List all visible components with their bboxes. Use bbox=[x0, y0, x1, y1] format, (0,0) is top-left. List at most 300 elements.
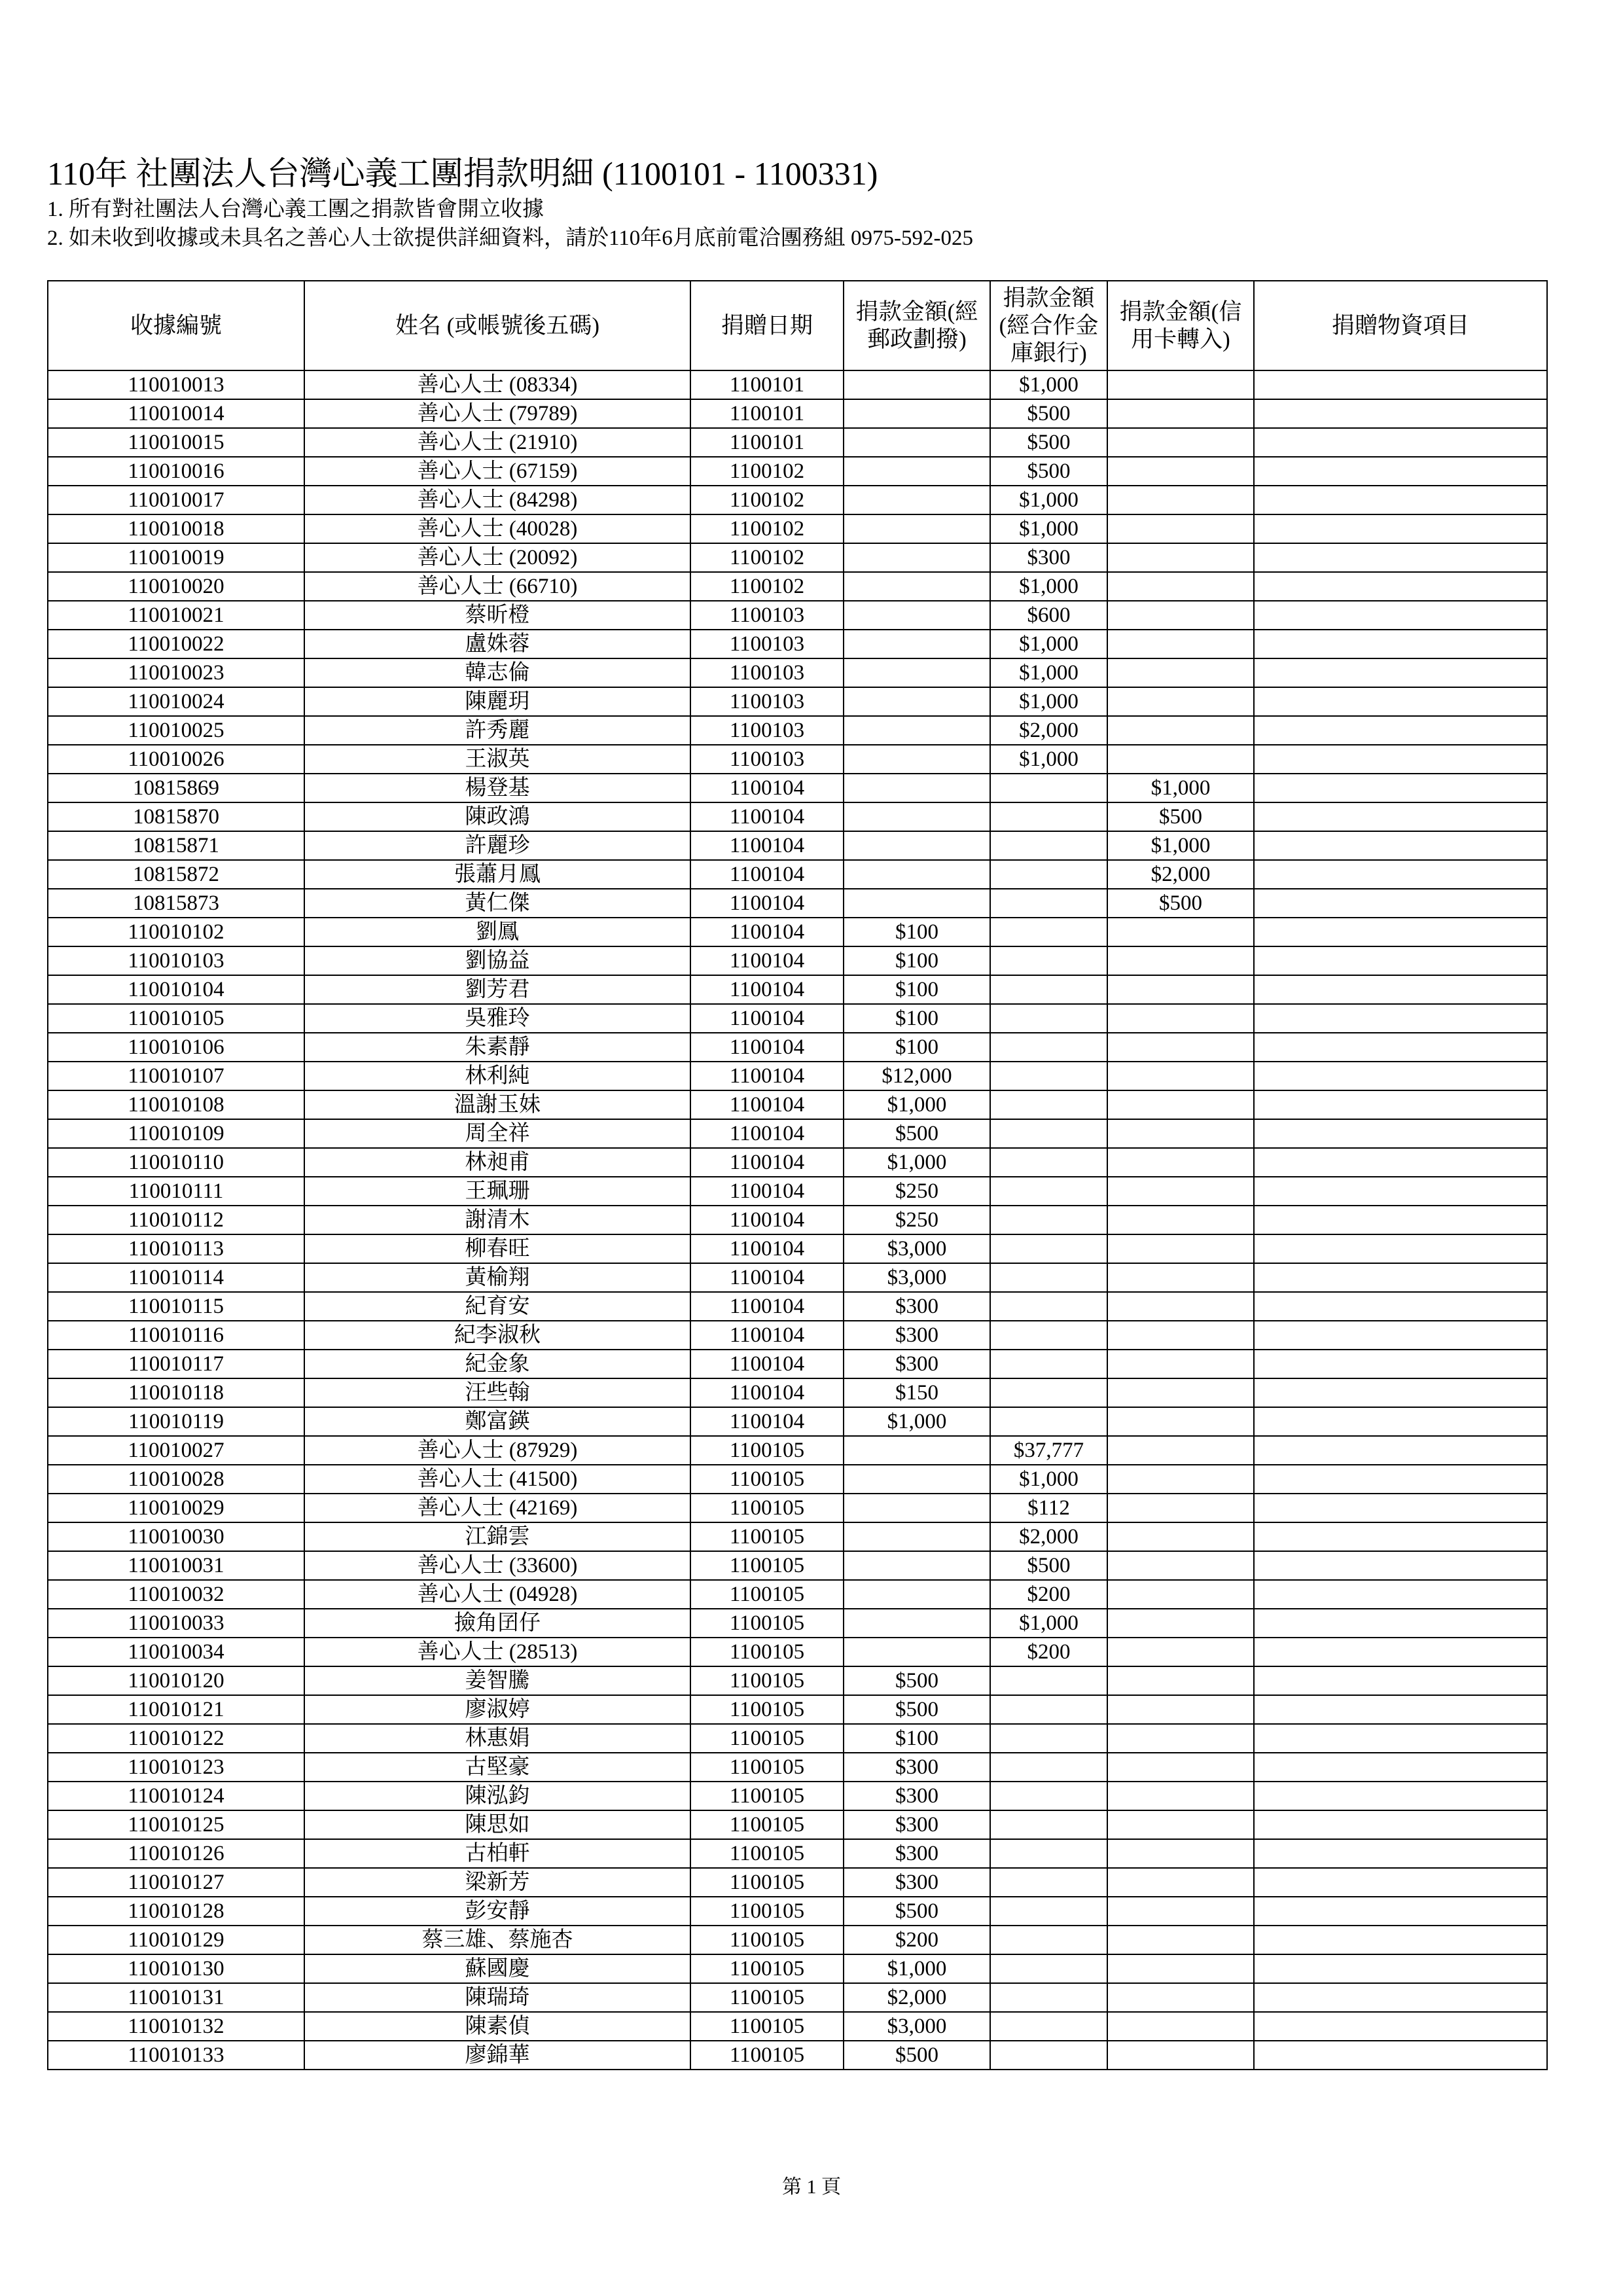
postal-amount-cell: $2,000 bbox=[844, 1983, 990, 2012]
name-cell: 善心人士 (28513) bbox=[304, 1638, 690, 1666]
date-cell: 1100104 bbox=[690, 1177, 844, 1206]
receipt-number-cell: 110010127 bbox=[48, 1868, 304, 1897]
receipt-number-cell: 110010026 bbox=[48, 745, 304, 774]
date-cell: 1100105 bbox=[690, 1436, 844, 1465]
credit-card-amount-cell bbox=[1107, 1090, 1254, 1119]
note-receipt: 1. 所有對社團法人台灣心義工團之捐款皆會開立收據 bbox=[47, 198, 544, 221]
date-cell: 1100104 bbox=[690, 1321, 844, 1350]
credit-card-amount-cell bbox=[1107, 1033, 1254, 1062]
date-cell: 1100101 bbox=[690, 428, 844, 457]
name-cell: 紀育安 bbox=[304, 1292, 690, 1321]
date-cell: 1100104 bbox=[690, 860, 844, 889]
receipt-number-cell: 110010024 bbox=[48, 687, 304, 716]
credit-card-amount-cell bbox=[1107, 658, 1254, 687]
receipt-number-cell: 110010030 bbox=[48, 1522, 304, 1551]
receipt-number-cell: 110010125 bbox=[48, 1810, 304, 1839]
date-cell: 1100103 bbox=[690, 745, 844, 774]
credit-card-amount-cell bbox=[1107, 1234, 1254, 1263]
date-cell: 1100105 bbox=[690, 1782, 844, 1810]
table-row bbox=[48, 543, 1547, 572]
bank-amount-cell: $1,000 bbox=[990, 1465, 1107, 1494]
postal-amount-cell bbox=[844, 831, 990, 860]
postal-amount-cell bbox=[844, 486, 990, 514]
table-row bbox=[48, 1494, 1547, 1522]
postal-amount-cell: $200 bbox=[844, 1926, 990, 1954]
bank-amount-cell bbox=[990, 975, 1107, 1004]
postal-amount-cell: $300 bbox=[844, 1350, 990, 1378]
credit-card-amount-cell bbox=[1107, 486, 1254, 514]
table-row bbox=[48, 1321, 1547, 1350]
bank-amount-cell bbox=[990, 1263, 1107, 1292]
postal-amount-cell: $300 bbox=[844, 1292, 990, 1321]
table-row bbox=[48, 1522, 1547, 1551]
receipt-number-cell: 110010015 bbox=[48, 428, 304, 457]
bank-amount-cell: $500 bbox=[990, 1551, 1107, 1580]
credit-card-amount-cell bbox=[1107, 457, 1254, 486]
table-row bbox=[48, 687, 1547, 716]
name-cell: 黃仁傑 bbox=[304, 889, 690, 918]
name-cell: 王珮珊 bbox=[304, 1177, 690, 1206]
donated-items-cell bbox=[1254, 1810, 1547, 1839]
date-cell: 1100103 bbox=[690, 630, 844, 658]
date-cell: 1100103 bbox=[690, 716, 844, 745]
receipt-number-cell: 110010118 bbox=[48, 1378, 304, 1407]
date-cell: 1100104 bbox=[690, 831, 844, 860]
receipt-number-cell: 110010121 bbox=[48, 1695, 304, 1724]
bank-amount-cell bbox=[990, 918, 1107, 946]
donated-items-cell bbox=[1254, 1695, 1547, 1724]
postal-amount-cell bbox=[844, 1436, 990, 1465]
name-cell: 善心人士 (79789) bbox=[304, 399, 690, 428]
credit-card-amount-cell: $2,000 bbox=[1107, 860, 1254, 889]
table-row bbox=[48, 1695, 1547, 1724]
donated-items-cell bbox=[1254, 1983, 1547, 2012]
date-cell: 1100105 bbox=[690, 1580, 844, 1609]
postal-amount-cell: $12,000 bbox=[844, 1062, 990, 1090]
donated-items-cell bbox=[1254, 1292, 1547, 1321]
receipt-number-cell: 110010116 bbox=[48, 1321, 304, 1350]
date-cell: 1100105 bbox=[690, 2041, 844, 2070]
table-row bbox=[48, 745, 1547, 774]
credit-card-amount-cell bbox=[1107, 1724, 1254, 1753]
credit-card-amount-cell bbox=[1107, 1868, 1254, 1897]
donated-items-cell bbox=[1254, 1609, 1547, 1638]
postal-amount-cell: $1,000 bbox=[844, 1148, 990, 1177]
postal-amount-cell: $500 bbox=[844, 2041, 990, 2070]
donated-items-cell bbox=[1254, 1724, 1547, 1753]
page-title: 110年 社團法人台灣心義工團捐款明細 (1100101 - 1100331) bbox=[47, 155, 878, 192]
name-cell: 林昶甫 bbox=[304, 1148, 690, 1177]
table-row bbox=[48, 946, 1547, 975]
name-cell: 謝清木 bbox=[304, 1206, 690, 1234]
credit-card-amount-cell bbox=[1107, 630, 1254, 658]
credit-card-amount-cell bbox=[1107, 1695, 1254, 1724]
bank-amount-cell bbox=[990, 1666, 1107, 1695]
table-row bbox=[48, 658, 1547, 687]
postal-amount-cell bbox=[844, 601, 990, 630]
postal-amount-cell bbox=[844, 1609, 990, 1638]
name-cell: 陳素偵 bbox=[304, 2012, 690, 2041]
credit-card-amount-cell bbox=[1107, 1465, 1254, 1494]
receipt-number-cell: 110010014 bbox=[48, 399, 304, 428]
table-row bbox=[48, 1954, 1547, 1983]
postal-amount-cell bbox=[844, 860, 990, 889]
donated-items-cell bbox=[1254, 1234, 1547, 1263]
donated-items-cell bbox=[1254, 1839, 1547, 1868]
bank-amount-cell bbox=[990, 1897, 1107, 1926]
date-cell: 1100105 bbox=[690, 1551, 844, 1580]
date-cell: 1100104 bbox=[690, 1292, 844, 1321]
donated-items-cell bbox=[1254, 486, 1547, 514]
credit-card-amount-cell bbox=[1107, 399, 1254, 428]
postal-amount-cell bbox=[844, 889, 990, 918]
table-row bbox=[48, 860, 1547, 889]
donated-items-cell bbox=[1254, 745, 1547, 774]
date-cell: 1100103 bbox=[690, 601, 844, 630]
date-cell: 1100104 bbox=[690, 889, 844, 918]
donated-items-cell bbox=[1254, 1638, 1547, 1666]
donated-items-cell bbox=[1254, 716, 1547, 745]
postal-amount-cell: $300 bbox=[844, 1321, 990, 1350]
bank-amount-cell: $1,000 bbox=[990, 1609, 1107, 1638]
receipt-number-cell: 110010103 bbox=[48, 946, 304, 975]
date-cell: 1100104 bbox=[690, 1062, 844, 1090]
donated-items-cell bbox=[1254, 1522, 1547, 1551]
bank-amount-cell bbox=[990, 1090, 1107, 1119]
credit-card-amount-cell bbox=[1107, 572, 1254, 601]
table-row bbox=[48, 1897, 1547, 1926]
donated-items-cell bbox=[1254, 601, 1547, 630]
bank-amount-cell: $1,000 bbox=[990, 630, 1107, 658]
table-row bbox=[48, 1638, 1547, 1666]
date-cell: 1100101 bbox=[690, 399, 844, 428]
receipt-number-cell: 110010023 bbox=[48, 658, 304, 687]
receipt-number-cell: 110010122 bbox=[48, 1724, 304, 1753]
table-row bbox=[48, 716, 1547, 745]
date-cell: 1100103 bbox=[690, 658, 844, 687]
donated-items-cell bbox=[1254, 1551, 1547, 1580]
name-cell: 陳瑞琦 bbox=[304, 1983, 690, 2012]
donated-items-cell bbox=[1254, 658, 1547, 687]
name-cell: 韓志倫 bbox=[304, 658, 690, 687]
postal-amount-cell bbox=[844, 716, 990, 745]
postal-amount-cell bbox=[844, 1522, 990, 1551]
date-cell: 1100104 bbox=[690, 1004, 844, 1033]
table-row bbox=[48, 1810, 1547, 1839]
donated-items-cell bbox=[1254, 1321, 1547, 1350]
date-cell: 1100104 bbox=[690, 946, 844, 975]
bank-amount-cell bbox=[990, 1810, 1107, 1839]
column-header-postal-amount: 捐款金額(經郵政劃撥) bbox=[844, 281, 990, 370]
table-row bbox=[48, 1062, 1547, 1090]
donated-items-cell bbox=[1254, 802, 1547, 831]
date-cell: 1100105 bbox=[690, 1868, 844, 1897]
donated-items-cell bbox=[1254, 1033, 1547, 1062]
bank-amount-cell bbox=[990, 1148, 1107, 1177]
name-cell: 張蕭月鳳 bbox=[304, 860, 690, 889]
donated-items-cell bbox=[1254, 860, 1547, 889]
table-row bbox=[48, 457, 1547, 486]
bank-amount-cell bbox=[990, 1407, 1107, 1436]
receipt-number-cell: 110010131 bbox=[48, 1983, 304, 2012]
donated-items-cell bbox=[1254, 1004, 1547, 1033]
table-row bbox=[48, 1292, 1547, 1321]
bank-amount-cell bbox=[990, 1062, 1107, 1090]
bank-amount-cell bbox=[990, 1292, 1107, 1321]
bank-amount-cell bbox=[990, 831, 1107, 860]
bank-amount-cell: $500 bbox=[990, 399, 1107, 428]
table-row bbox=[48, 1090, 1547, 1119]
receipt-number-cell: 110010016 bbox=[48, 457, 304, 486]
receipt-number-cell: 110010119 bbox=[48, 1407, 304, 1436]
postal-amount-cell: $500 bbox=[844, 1666, 990, 1695]
name-cell: 善心人士 (67159) bbox=[304, 457, 690, 486]
receipt-number-cell: 110010032 bbox=[48, 1580, 304, 1609]
date-cell: 1100104 bbox=[690, 975, 844, 1004]
bank-amount-cell bbox=[990, 1954, 1107, 1983]
credit-card-amount-cell bbox=[1107, 1580, 1254, 1609]
table-row bbox=[48, 1580, 1547, 1609]
donated-items-cell bbox=[1254, 975, 1547, 1004]
date-cell: 1100102 bbox=[690, 543, 844, 572]
receipt-number-cell: 110010025 bbox=[48, 716, 304, 745]
header-row bbox=[48, 281, 1547, 370]
credit-card-amount-cell bbox=[1107, 1666, 1254, 1695]
donated-items-cell bbox=[1254, 399, 1547, 428]
receipt-number-cell: 110010107 bbox=[48, 1062, 304, 1090]
table-row bbox=[48, 486, 1547, 514]
receipt-number-cell: 10815871 bbox=[48, 831, 304, 860]
date-cell: 1100105 bbox=[690, 1810, 844, 1839]
donated-items-cell bbox=[1254, 1090, 1547, 1119]
date-cell: 1100105 bbox=[690, 1839, 844, 1868]
name-cell: 姜智騰 bbox=[304, 1666, 690, 1695]
date-cell: 1100102 bbox=[690, 486, 844, 514]
postal-amount-cell: $100 bbox=[844, 1004, 990, 1033]
table-row bbox=[48, 1004, 1547, 1033]
name-cell: 林利純 bbox=[304, 1062, 690, 1090]
name-cell: 彭安靜 bbox=[304, 1897, 690, 1926]
receipt-number-cell: 110010106 bbox=[48, 1033, 304, 1062]
postal-amount-cell bbox=[844, 774, 990, 802]
postal-amount-cell: $500 bbox=[844, 1695, 990, 1724]
receipt-number-cell: 110010105 bbox=[48, 1004, 304, 1033]
donated-items-cell bbox=[1254, 831, 1547, 860]
donated-items-cell bbox=[1254, 1666, 1547, 1695]
name-cell: 劉協益 bbox=[304, 946, 690, 975]
table-body bbox=[48, 370, 1547, 2070]
bank-amount-cell: $1,000 bbox=[990, 572, 1107, 601]
column-header-date: 捐贈日期 bbox=[690, 281, 844, 370]
postal-amount-cell bbox=[844, 399, 990, 428]
name-cell: 撿角囝仔 bbox=[304, 1609, 690, 1638]
bank-amount-cell: $300 bbox=[990, 543, 1107, 572]
credit-card-amount-cell bbox=[1107, 2041, 1254, 2070]
bank-amount-cell: $200 bbox=[990, 1580, 1107, 1609]
credit-card-amount-cell bbox=[1107, 1638, 1254, 1666]
date-cell: 1100104 bbox=[690, 1148, 844, 1177]
name-cell: 善心人士 (66710) bbox=[304, 572, 690, 601]
table-row bbox=[48, 1724, 1547, 1753]
table-row bbox=[48, 1407, 1547, 1436]
name-cell: 吳雅玲 bbox=[304, 1004, 690, 1033]
receipt-number-cell: 10815869 bbox=[48, 774, 304, 802]
name-cell: 江錦雲 bbox=[304, 1522, 690, 1551]
postal-amount-cell: $300 bbox=[844, 1782, 990, 1810]
table-row bbox=[48, 514, 1547, 543]
bank-amount-cell bbox=[990, 1753, 1107, 1782]
bank-amount-cell bbox=[990, 946, 1107, 975]
date-cell: 1100104 bbox=[690, 1033, 844, 1062]
donated-items-cell bbox=[1254, 2012, 1547, 2041]
credit-card-amount-cell: $1,000 bbox=[1107, 831, 1254, 860]
credit-card-amount-cell bbox=[1107, 543, 1254, 572]
credit-card-amount-cell bbox=[1107, 1378, 1254, 1407]
bank-amount-cell: $37,777 bbox=[990, 1436, 1107, 1465]
bank-amount-cell bbox=[990, 1782, 1107, 1810]
date-cell: 1100102 bbox=[690, 457, 844, 486]
bank-amount-cell bbox=[990, 1983, 1107, 2012]
table-row bbox=[48, 1839, 1547, 1868]
donated-items-cell bbox=[1254, 1378, 1547, 1407]
table-row bbox=[48, 1263, 1547, 1292]
date-cell: 1100105 bbox=[690, 1724, 844, 1753]
donated-items-cell bbox=[1254, 1580, 1547, 1609]
receipt-number-cell: 110010130 bbox=[48, 1954, 304, 1983]
date-cell: 1100104 bbox=[690, 802, 844, 831]
postal-amount-cell: $150 bbox=[844, 1378, 990, 1407]
date-cell: 1100105 bbox=[690, 1465, 844, 1494]
date-cell: 1100105 bbox=[690, 1695, 844, 1724]
name-cell: 劉鳳 bbox=[304, 918, 690, 946]
receipt-number-cell: 110010033 bbox=[48, 1609, 304, 1638]
credit-card-amount-cell bbox=[1107, 1177, 1254, 1206]
postal-amount-cell bbox=[844, 1465, 990, 1494]
date-cell: 1100104 bbox=[690, 1350, 844, 1378]
table-row bbox=[48, 1350, 1547, 1378]
postal-amount-cell bbox=[844, 1580, 990, 1609]
receipt-number-cell: 110010132 bbox=[48, 2012, 304, 2041]
date-cell: 1100103 bbox=[690, 687, 844, 716]
postal-amount-cell: $250 bbox=[844, 1177, 990, 1206]
credit-card-amount-cell: $1,000 bbox=[1107, 774, 1254, 802]
receipt-number-cell: 110010017 bbox=[48, 486, 304, 514]
date-cell: 1100105 bbox=[690, 2012, 844, 2041]
donated-items-cell bbox=[1254, 1436, 1547, 1465]
bank-amount-cell bbox=[990, 1926, 1107, 1954]
bank-amount-cell: $2,000 bbox=[990, 1522, 1107, 1551]
credit-card-amount-cell: $500 bbox=[1107, 889, 1254, 918]
bank-amount-cell bbox=[990, 1724, 1107, 1753]
credit-card-amount-cell bbox=[1107, 1897, 1254, 1926]
name-cell: 柳春旺 bbox=[304, 1234, 690, 1263]
donated-items-cell bbox=[1254, 1062, 1547, 1090]
donated-items-cell bbox=[1254, 572, 1547, 601]
credit-card-amount-cell bbox=[1107, 1350, 1254, 1378]
bank-amount-cell bbox=[990, 1378, 1107, 1407]
table-row bbox=[48, 1868, 1547, 1897]
table-row bbox=[48, 1666, 1547, 1695]
receipt-number-cell: 110010104 bbox=[48, 975, 304, 1004]
credit-card-amount-cell bbox=[1107, 601, 1254, 630]
postal-amount-cell bbox=[844, 1494, 990, 1522]
receipt-number-cell: 110010021 bbox=[48, 601, 304, 630]
postal-amount-cell: $500 bbox=[844, 1119, 990, 1148]
name-cell: 善心人士 (21910) bbox=[304, 428, 690, 457]
name-cell: 善心人士 (40028) bbox=[304, 514, 690, 543]
table-row bbox=[48, 399, 1547, 428]
name-cell: 善心人士 (04928) bbox=[304, 1580, 690, 1609]
donated-items-cell bbox=[1254, 1119, 1547, 1148]
postal-amount-cell: $100 bbox=[844, 975, 990, 1004]
credit-card-amount-cell bbox=[1107, 1810, 1254, 1839]
credit-card-amount-cell bbox=[1107, 1782, 1254, 1810]
receipt-number-cell: 10815873 bbox=[48, 889, 304, 918]
credit-card-amount-cell bbox=[1107, 1522, 1254, 1551]
postal-amount-cell bbox=[844, 1638, 990, 1666]
name-cell: 善心人士 (33600) bbox=[304, 1551, 690, 1580]
credit-card-amount-cell bbox=[1107, 1983, 1254, 2012]
receipt-number-cell: 110010108 bbox=[48, 1090, 304, 1119]
bank-amount-cell bbox=[990, 1839, 1107, 1868]
receipt-number-cell: 110010133 bbox=[48, 2041, 304, 2070]
bank-amount-cell bbox=[990, 1234, 1107, 1263]
credit-card-amount-cell bbox=[1107, 1609, 1254, 1638]
table-row bbox=[48, 1782, 1547, 1810]
name-cell: 善心人士 (42169) bbox=[304, 1494, 690, 1522]
bank-amount-cell bbox=[990, 2041, 1107, 2070]
donated-items-cell bbox=[1254, 1263, 1547, 1292]
date-cell: 1100102 bbox=[690, 572, 844, 601]
bank-amount-cell: $1,000 bbox=[990, 370, 1107, 399]
date-cell: 1100104 bbox=[690, 774, 844, 802]
receipt-number-cell: 110010029 bbox=[48, 1494, 304, 1522]
receipt-number-cell: 10815872 bbox=[48, 860, 304, 889]
postal-amount-cell bbox=[844, 457, 990, 486]
name-cell: 廖淑婷 bbox=[304, 1695, 690, 1724]
receipt-number-cell: 110010126 bbox=[48, 1839, 304, 1868]
credit-card-amount-cell bbox=[1107, 946, 1254, 975]
date-cell: 1100105 bbox=[690, 1926, 844, 1954]
credit-card-amount-cell bbox=[1107, 918, 1254, 946]
bank-amount-cell bbox=[990, 889, 1107, 918]
name-cell: 陳思如 bbox=[304, 1810, 690, 1839]
postal-amount-cell: $3,000 bbox=[844, 2012, 990, 2041]
postal-amount-cell: $300 bbox=[844, 1810, 990, 1839]
table-row bbox=[48, 1177, 1547, 1206]
name-cell: 蔡三雄、蔡施杏 bbox=[304, 1926, 690, 1954]
date-cell: 1100104 bbox=[690, 1090, 844, 1119]
donated-items-cell bbox=[1254, 457, 1547, 486]
receipt-number-cell: 110010102 bbox=[48, 918, 304, 946]
bank-amount-cell: $1,000 bbox=[990, 486, 1107, 514]
page-number: 第 1 頁 bbox=[782, 2176, 841, 2198]
name-cell: 黃榆翔 bbox=[304, 1263, 690, 1292]
name-cell: 古柏軒 bbox=[304, 1839, 690, 1868]
donated-items-cell bbox=[1254, 370, 1547, 399]
table-row bbox=[48, 601, 1547, 630]
postal-amount-cell: $300 bbox=[844, 1839, 990, 1868]
donated-items-cell bbox=[1254, 1753, 1547, 1782]
bank-amount-cell bbox=[990, 1321, 1107, 1350]
receipt-number-cell: 110010111 bbox=[48, 1177, 304, 1206]
bank-amount-cell bbox=[990, 802, 1107, 831]
table-row bbox=[48, 975, 1547, 1004]
table-row bbox=[48, 630, 1547, 658]
table-row bbox=[48, 774, 1547, 802]
name-cell: 善心人士 (08334) bbox=[304, 370, 690, 399]
table-row bbox=[48, 1551, 1547, 1580]
